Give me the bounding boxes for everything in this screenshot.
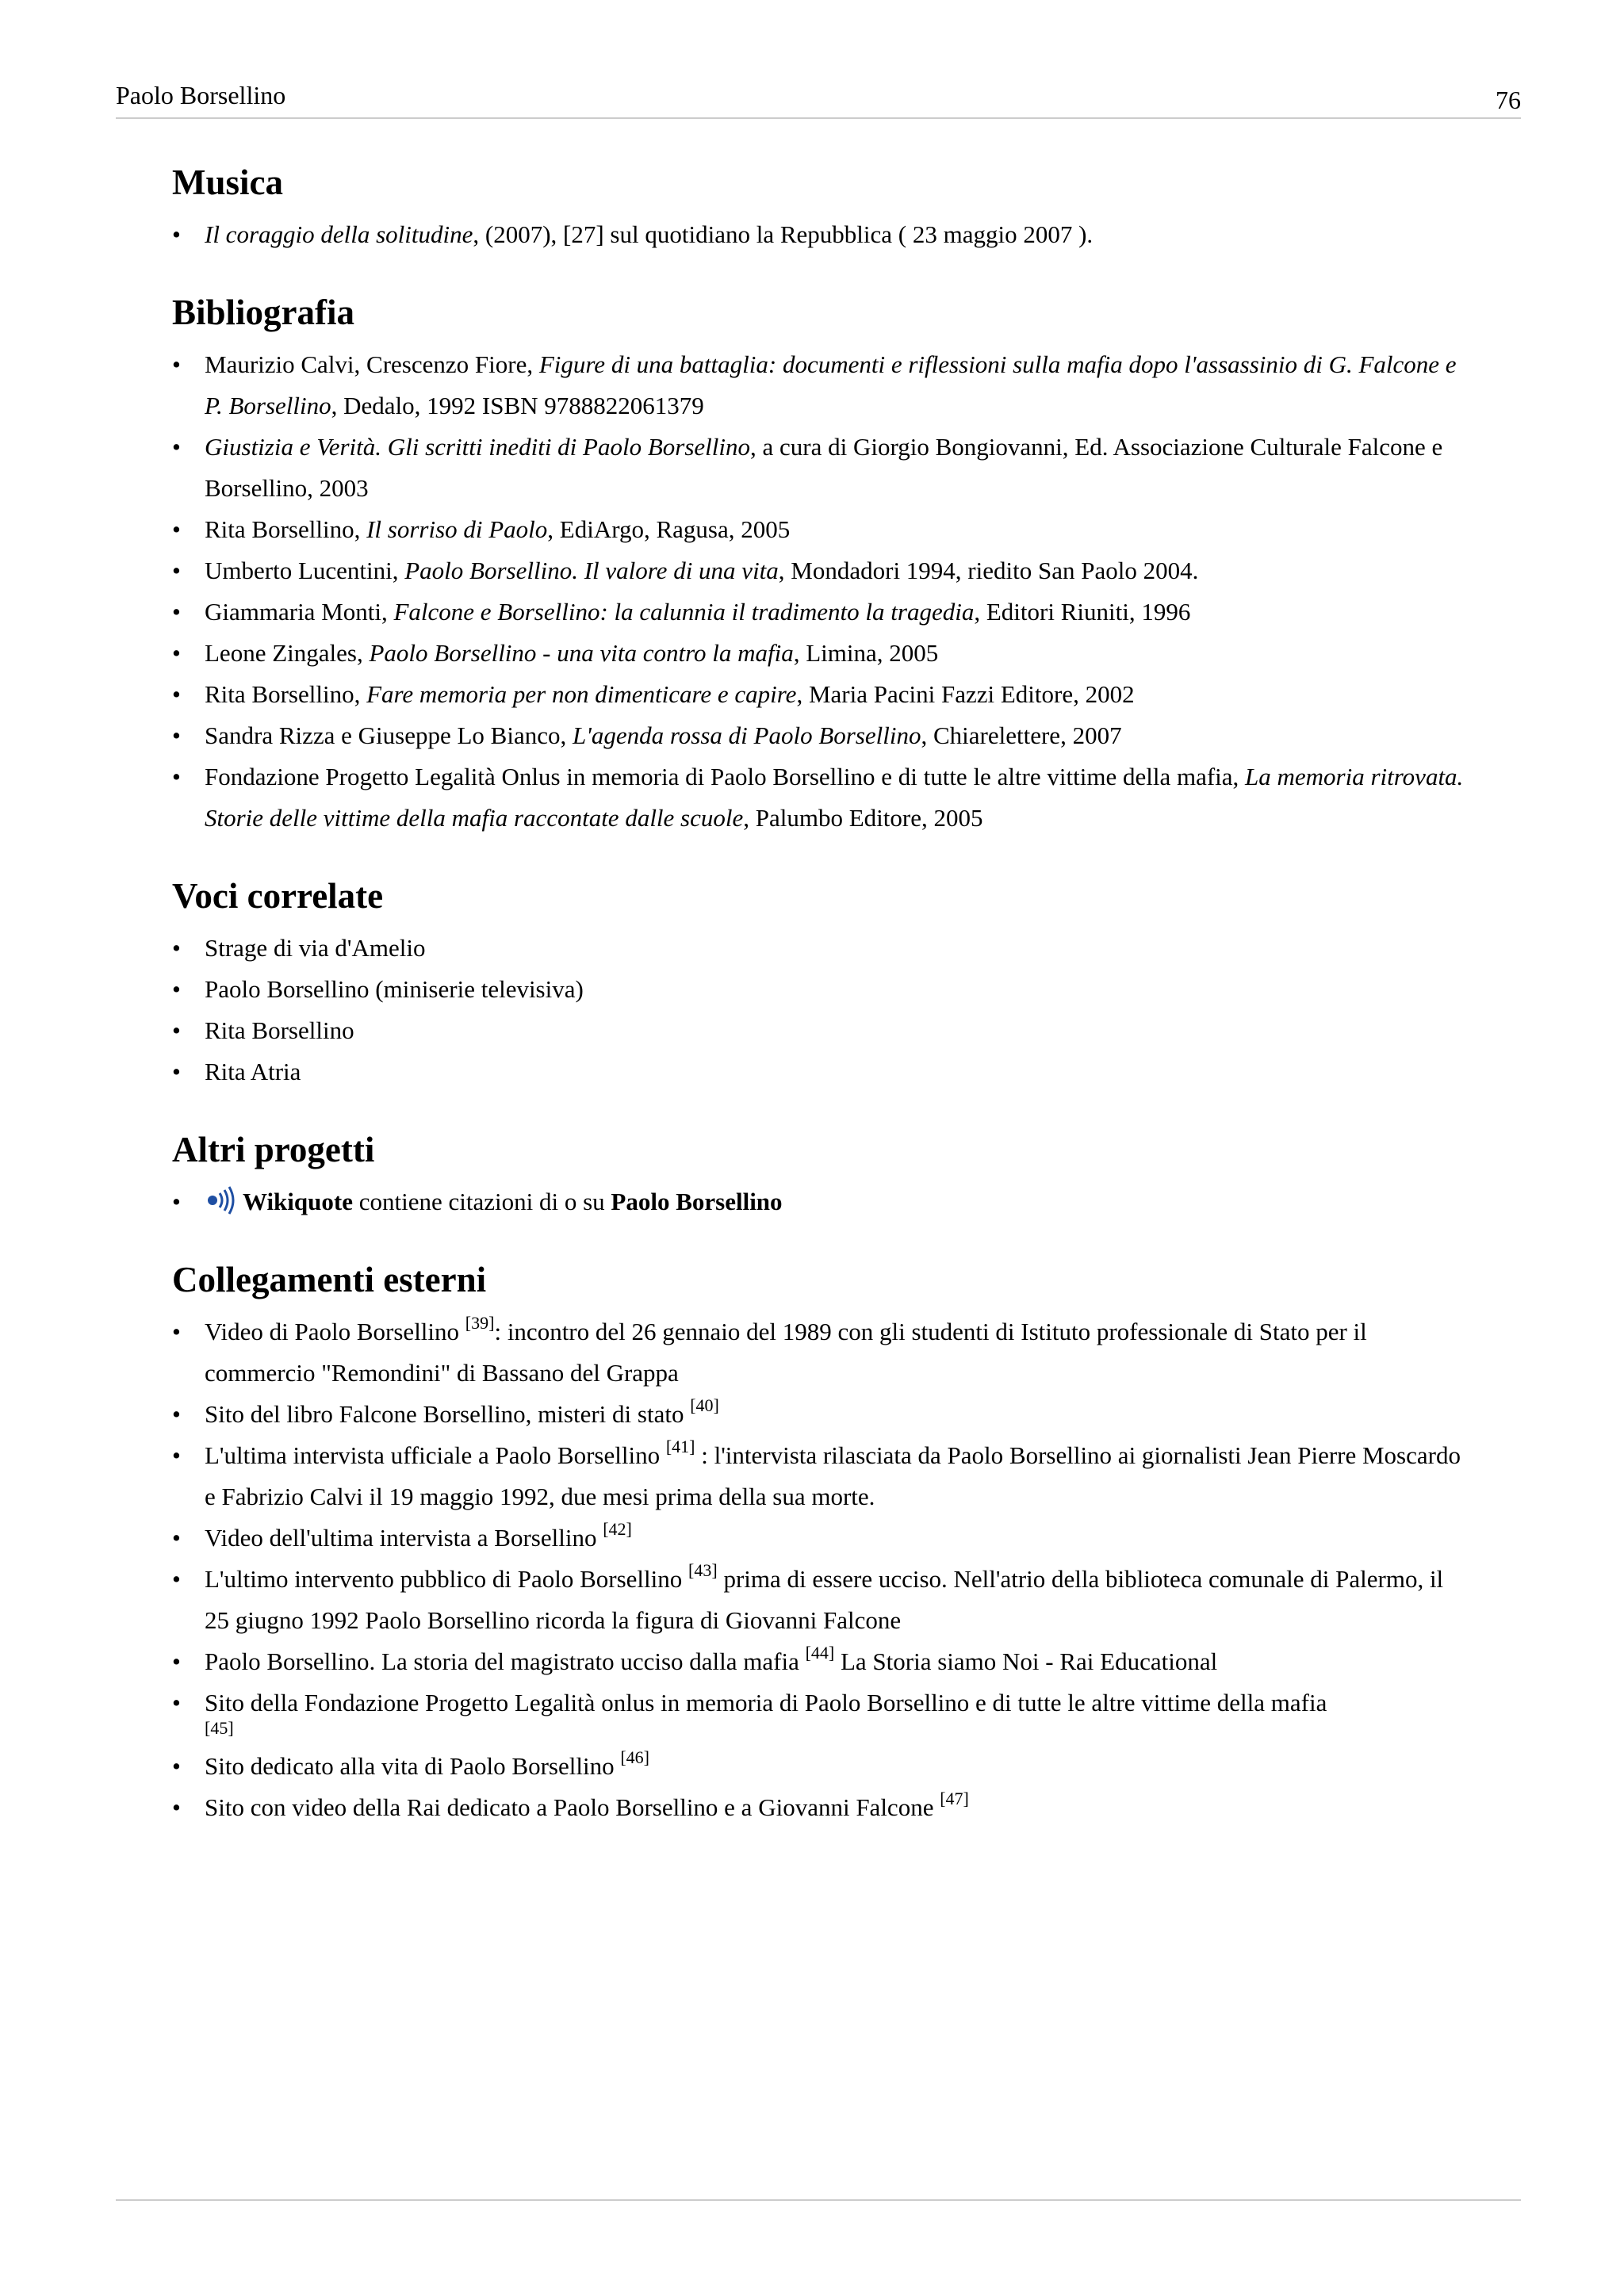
related-link[interactable]: • Rita Atria [172, 1051, 1473, 1093]
related-link[interactable]: • Paolo Borsellino (miniserie televisiva) [172, 969, 1473, 1010]
book-title: L'agenda rossa di Paolo Borsellino [573, 721, 921, 749]
list-item: • Fondazione Progetto Legalità Onlus in memoria di Paolo Borsellino e di tutte le altre vittime della mafia, La memoria ritrovata. Storie delle vittime della mafia raccontate dalle scuole, Palumbo Editore, 2005 [172, 756, 1473, 839]
list-item: • Giammaria Monti, Falcone e Borsellino: la calunnia il tradimento la tragedia, Editori Riuniti, 1996 [172, 591, 1473, 633]
wikiquote-icon [205, 1186, 236, 1215]
wikiquote-item: • Wikiquote contiene citazioni di o su Paolo Borsellino [172, 1181, 1473, 1223]
list-item: • Rita Borsellino, Fare memoria per non dimenticare e capire, Maria Pacini Fazzi Editore, 2002 [172, 674, 1473, 715]
reference-marker[interactable]: [44] [805, 1643, 835, 1663]
reference-marker[interactable]: [40] [690, 1395, 719, 1415]
external-link[interactable]: Video di Paolo Borsellino [205, 1318, 465, 1345]
section-altri-progetti [172, 1126, 1473, 1223]
list-item: • Il coraggio della solitudine, (2007), [27] sul quotidiano la Repubblica ( 23 maggio 2007 ). [172, 214, 1473, 255]
page-number: 76 [1496, 86, 1521, 114]
musica-list [172, 214, 1473, 255]
external-link-item [172, 1394, 1473, 1435]
reference-marker[interactable]: [43] [688, 1560, 718, 1580]
page-content [172, 159, 1473, 1862]
book-title: Il sorriso di Paolo [366, 515, 548, 543]
list-item: • Giustizia e Verità. Gli scritti inediti di Paolo Borsellino, a cura di Giorgio Bongiovanni, Ed. Associazione Culturale Falcone e Borsellino, 2003 [172, 427, 1473, 509]
reference-marker[interactable]: [45] [205, 1718, 234, 1738]
footer-divider [116, 2199, 1521, 2201]
book-title: Figure di una battaglia: documenti e riflessioni sulla mafia dopo l'assassinio di G. Falcone e P. Borsellino [205, 350, 1457, 419]
book-title: Giustizia e Verità. Gli scritti inediti di Paolo Borsellino [205, 433, 751, 461]
external-link-item: • L'ultimo intervento pubblico di Paolo Borsellino [43] prima di essere ucciso. Nell'atrio della biblioteca comunale di Palermo, il 25 giugno 1992 Paolo Borsellino ricorda la figura di Giovanni Falcone [172, 1559, 1473, 1641]
related-link[interactable]: • Rita Borsellino [172, 1010, 1473, 1051]
heading-voci-correlate: Voci correlate [172, 876, 384, 916]
wikiquote-link[interactable]: Wikiquote [243, 1188, 353, 1215]
altri-progetti-list [172, 1181, 1473, 1223]
heading-musica: Musica [172, 163, 283, 202]
list-item: • Maurizio Calvi, Crescenzo Fiore, Figure di una battaglia: documenti e riflessioni sulla mafia dopo l'assassinio di G. Falcone e P. Borsellino, Dedalo, 1992 ISBN 9788822061379 [172, 344, 1473, 427]
external-link[interactable]: L'ultimo intervento pubblico di Paolo Borsellino [205, 1565, 689, 1593]
external-link-item [172, 1746, 1473, 1787]
list-item: • Rita Borsellino, Il sorriso di Paolo, EdiArgo, Ragusa, 2005 [172, 509, 1473, 550]
external-link-item: • L'ultima intervista ufficiale a Paolo Borsellino [41] : l'intervista rilasciata da Paolo Borsellino ai giornalisti Jean Pierre Moscardo e Fabrizio Calvi il 19 maggio 1992, due mesi prima della sua morte. [172, 1435, 1473, 1517]
related-link[interactable]: • Strage di via d'Amelio [172, 928, 1473, 969]
book-title: Fare memoria per non dimenticare e capire [366, 680, 797, 708]
heading-bibliografia: Bibliografia [172, 293, 355, 332]
reference-marker[interactable]: [47] [940, 1789, 969, 1808]
reference-marker[interactable]: [41] [665, 1437, 695, 1456]
external-link[interactable]: L'ultima intervista ufficiale a Paolo Borsellino [205, 1441, 666, 1469]
external-link-item [172, 1787, 1473, 1828]
heading-collegamenti-esterni: Collegamenti esterni [172, 1260, 487, 1299]
external-link-item: • Video di Paolo Borsellino [39]: incontro del 26 gennaio del 1989 con gli studenti di Istituto professionale di Stato per il commercio "Remondini" di Bassano del Grappa [172, 1311, 1473, 1394]
page-header [116, 78, 1521, 119]
list-item: • Sandra Rizza e Giuseppe Lo Bianco, L'agenda rossa di Paolo Borsellino, Chiarelettere, 2007 [172, 715, 1473, 756]
external-link[interactable]: Paolo Borsellino. La storia del magistrato ucciso dalla mafia [205, 1647, 806, 1675]
external-link[interactable]: Sito del libro Falcone Borsellino, misteri di stato [205, 1400, 691, 1428]
external-link-item [172, 1682, 1473, 1739]
heading-altri-progetti: Altri progetti [172, 1130, 375, 1169]
external-link[interactable]: Video dell'ultima intervista a Borsellino [205, 1524, 603, 1552]
reference-marker[interactable]: [46] [620, 1747, 649, 1767]
running-title: Paolo Borsellino [116, 81, 286, 109]
section-musica [172, 159, 1473, 255]
list-item: • Leone Zingales, Paolo Borsellino - una vita contro la mafia, Limina, 2005 [172, 633, 1473, 674]
collegamenti-list [172, 1311, 1473, 1828]
external-link-item [172, 1517, 1473, 1559]
reference-marker[interactable]: [39] [465, 1313, 495, 1333]
section-voci-correlate [172, 872, 1473, 1093]
section-bibliografia [172, 289, 1473, 839]
book-title: La memoria ritrovata. Storie delle vittime della mafia raccontate dalle scuole [205, 763, 1464, 832]
external-link[interactable]: Sito con video della Rai dedicato a Paolo Borsellino e a Giovanni Falcone [205, 1793, 940, 1821]
external-link[interactable]: Sito dedicato alla vita di Paolo Borsellino [205, 1752, 621, 1780]
bibliografia-list [172, 344, 1473, 839]
external-link-item: • Paolo Borsellino. La storia del magistrato ucciso dalla mafia [44] La Storia siamo Noi - Rai Educational [172, 1641, 1473, 1682]
list-item: • Umberto Lucentini, Paolo Borsellino. Il valore di una vita, Mondadori 1994, riedito San Paolo 2004. [172, 550, 1473, 591]
external-link[interactable]: Sito della Fondazione Progetto Legalità onlus in memoria di Paolo Borsellino e di tutte le altre vittime della mafia [205, 1689, 1327, 1716]
section-collegamenti-esterni [172, 1256, 1473, 1828]
work-title[interactable]: Il coraggio della solitudine [205, 220, 473, 248]
voci-correlate-list [172, 928, 1473, 1093]
book-title: Paolo Borsellino - una vita contro la mafia [369, 639, 794, 667]
book-title: Paolo Borsellino. Il valore di una vita [404, 557, 779, 584]
wikiquote-subject[interactable]: Paolo Borsellino [611, 1188, 783, 1215]
reference-marker[interactable]: [42] [603, 1519, 632, 1539]
book-title: Falcone e Borsellino: la calunnia il tradimento la tragedia [393, 598, 975, 626]
